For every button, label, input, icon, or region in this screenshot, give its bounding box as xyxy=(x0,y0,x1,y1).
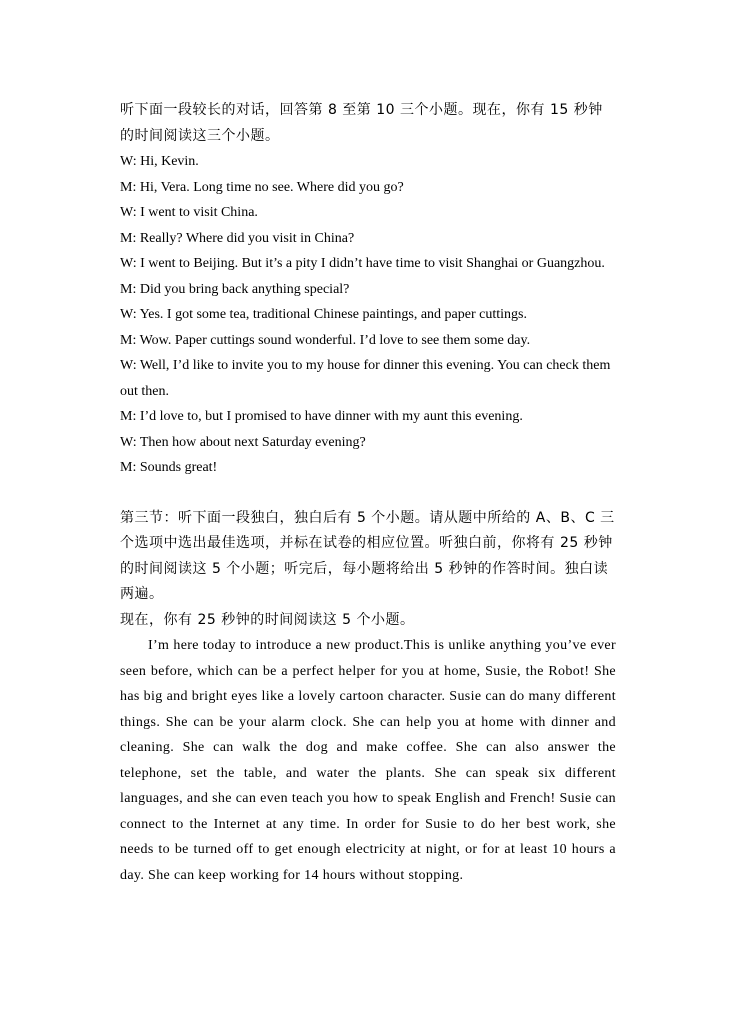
section-spacer xyxy=(120,481,616,506)
dialogue-line: M: Did you bring back anything special? xyxy=(120,281,350,297)
document-page xyxy=(120,98,616,888)
dialogue-line: W: I went to Beijing. But it’s a pity I didn’t have time to visit Shanghai or Guangzhou. xyxy=(120,256,605,271)
dialogue-line: M: Sounds great! xyxy=(120,460,218,475)
dialogue-line: M: I’d love to, but I promised to have dinner with my aunt this evening. xyxy=(120,409,523,424)
dialogue-line: W: I went to visit China. xyxy=(120,205,258,220)
dialogue-line: W: Yes. I got some tea, traditional Chinese paintings, and paper cuttings. xyxy=(120,307,527,322)
dialogue-line: W: Then how about next Saturday evening? xyxy=(120,434,366,450)
dialogue-line: W: Hi, Kevin. xyxy=(120,154,199,169)
dialogue-line: W: Well, I’d like to invite you to my house for dinner this evening. You can check them out then. xyxy=(120,358,611,399)
section2-intro: 听下面一段较长的对话，回答第 8 至第 10 三个小题。现在，你有 15 秒钟的时间阅读这三个小题。 xyxy=(120,102,603,144)
reading-time-note: 现在，你有 25 秒钟的时间阅读这 5 个小题。 xyxy=(120,611,415,628)
dialogue xyxy=(120,149,616,481)
monologue-passage: I’m here today to introduce a new product.This is unlike anything you’ve ever seen before, which can be a perfect helper for you at home, Susie, the Robot! She has big and bright eyes like a lovely cartoon character. Susie can do many different things. She can be your alarm clock. She can help you at home with dinner and cleaning. She can walk the dog and make coffee. She can also answer the telephone, set the table, and water the plants. She can speak six different languages, and she can even teach you how to speak English and French! Susie can connect to the Internet at any time. In order for Susie to do her best work, she needs to be turned off to get enough electricity at night, or for at least 10 hours a day. She can keep working for 14 hours without stopping. xyxy=(120,638,616,883)
dialogue-line: M: Really? Where did you visit in China? xyxy=(120,230,355,246)
section3-intro: 第三节：听下面一段独白，独白后有 5 个小题。请从题中所给的 A、B、C 三个选项中选出最佳选项，并标在试卷的相应位置。听独白前，你将有 25 秒钟的时间阅读这 5 个小题；听完后，每小题将给出 5 秒钟的作答时间。独白读两遍。 xyxy=(120,509,615,602)
dialogue-line: M: Wow. Paper cuttings sound wonderful. I’d love to see them some day. xyxy=(120,332,531,348)
dialogue-line: M: Hi, Vera. Long time no see. Where did you go? xyxy=(120,179,404,195)
